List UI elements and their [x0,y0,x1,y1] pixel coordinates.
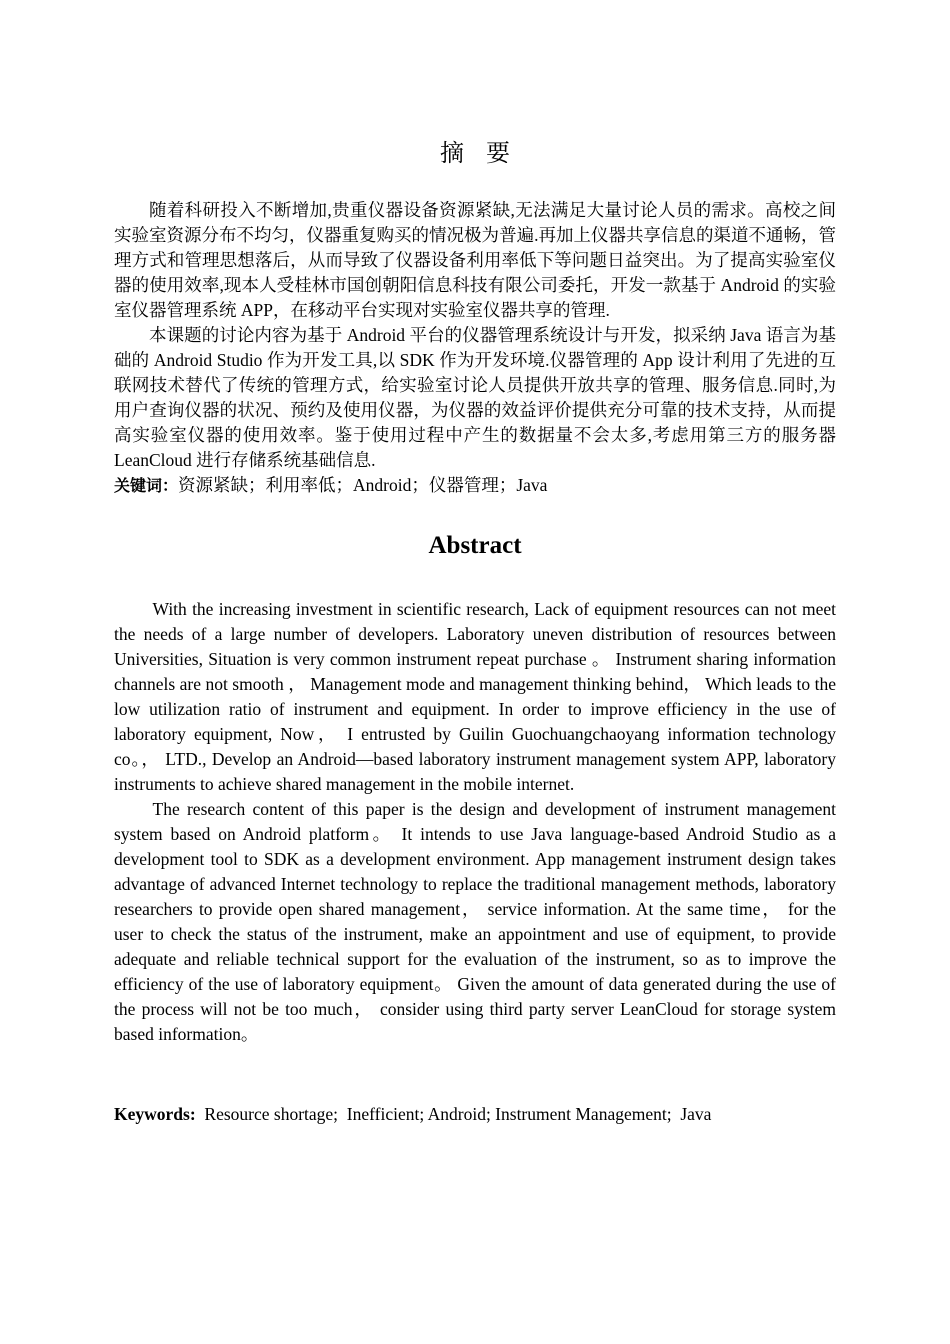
english-keywords [114,1102,836,1127]
english-abstract-title: Abstract [428,532,522,559]
chinese-keywords [114,473,836,498]
english-abstract-body [114,597,836,1047]
english-paragraph-1: With the increasing investment in scientific research, Lack of equipment resources can not meet the needs of a large number of developers. Laboratory uneven distribution of resources between Universities, Situation is very common instrument repeat purchase 。 Instrument sharing information channels are not smooth ， Management mode and management thinking behind， Which leads to the low utilization ratio of instrument and equipment. In order to improve efficiency in the use of laboratory equipment, Now， I entrusted by Guilin Guochuangchaoyang information technology co。， LTD., Develop an Android—based laboratory instrument management system APP, laboratory instruments to achieve shared management in the mobile internet. [114,599,836,794]
chinese-abstract-body [114,198,836,498]
chinese-keywords-label: 关键词： [114,476,179,495]
chinese-paragraph-1: 随着科研投入不断增加,贵重仪器设备资源紧缺,无法满足大量讨论人员的需求。高校之间实验室资源分布不均匀，仪器重复购买的情况极为普遍.再加上仪器共享信息的渠道不通畅，管理方式和管理思想落后，从而导致了仪器设备利用率低下等问题日益突出。为了提高实验室仪器的使用效率,现本人受桂林市国创朝阳信息科技有限公司委托，开发一款基于 Android 的实验室仪器管理系统 APP，在移动平台实现对实验室仪器共享的管理. [114,200,836,320]
english-keywords-label: Keywords: [114,1104,196,1124]
english-paragraph-2: The research content of this paper is the design and development of instrument management system based on Android platform。 It intends to use Java language-based Android Studio as a development tool to SDK as a development environment. App management instrument design takes advantage of advanced Internet technology to replace the traditional management methods, laboratory researchers to provide open shared management， service information. At the same time， for the user to check the status of the instrument, make an appointment and use of equipment, to provide adequate and reliable technical support for the evaluation of the instrument, so as to improve the efficiency of the use of laboratory equipment。 Given the amount of data generated during the use of the process will not be too much， consider using third party server LeanCloud for storage system based information。 [114,799,836,1044]
chinese-abstract-title: 摘要 [440,139,532,167]
chinese-keywords-text: 资源紧缺；利用率低；Android；仪器管理；Java [178,475,548,495]
english-keywords-text: Resource shortage; Inefficient; Android; Instrument Management; Java [195,1104,712,1124]
chinese-paragraph-2: 本课题的讨论内容为基于 Android 平台的仪器管理系统设计与开发，拟采纳 Java 语言为基础的 Android Studio 作为开发工具,以 SDK 作为开发环境.仪器管理的 App 设计利用了先进的互联网技术替代了传统的管理方式，给实验室讨论人员提供开放共享的管理、服务信息.同时,为用户查询仪器的状况、预约及使用仪器，为仪器的效益评价提供充分可靠的技术支持，从而提高实验室仪器的使用效率。鉴于使用过程中产生的数据量不会太多,考虑用第三方的服务器 LeanCloud 进行存储系统基础信息. [114,325,836,470]
